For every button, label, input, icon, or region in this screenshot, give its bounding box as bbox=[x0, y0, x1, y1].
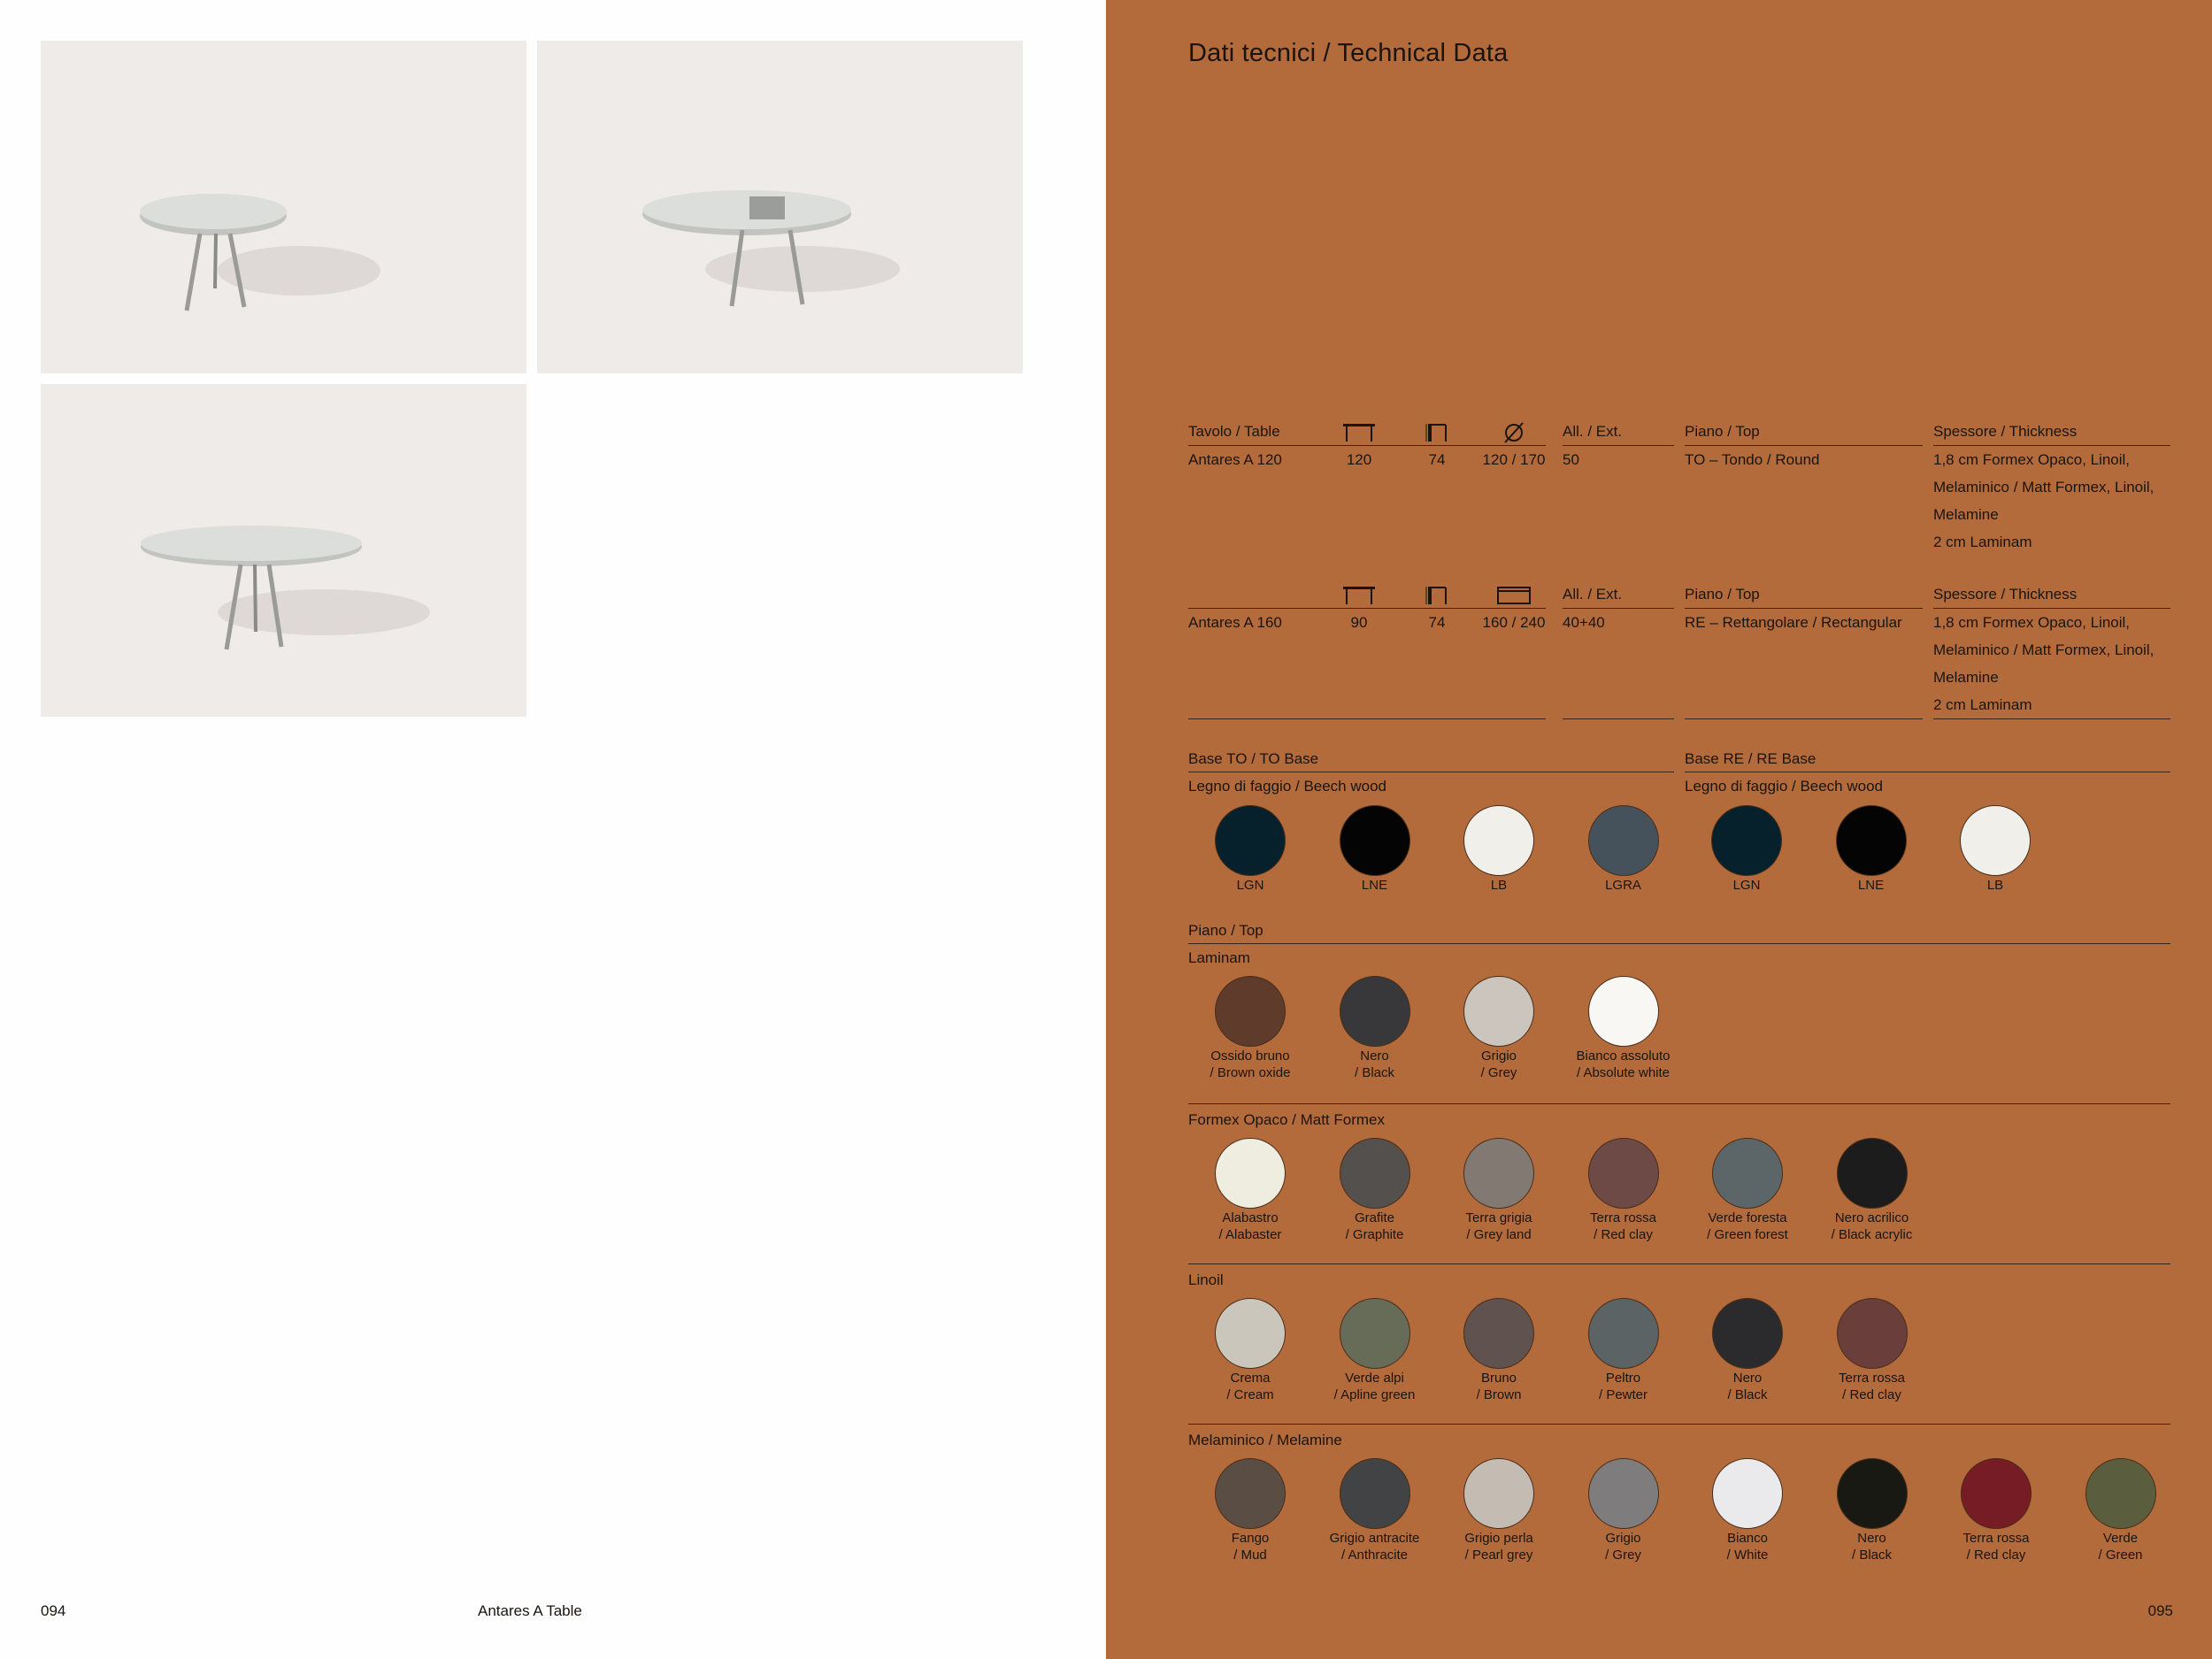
finish-swatch bbox=[1934, 1458, 2058, 1563]
table-length-a160: 160 / 240 bbox=[1482, 614, 1546, 631]
table-height-a120: 74 bbox=[1428, 451, 1446, 468]
finish-swatch bbox=[1188, 1458, 1312, 1563]
swatch-label: / Black bbox=[1354, 1065, 1394, 1080]
color-swatch bbox=[1215, 1138, 1286, 1209]
swatch-label: / Red clay bbox=[1966, 1548, 2026, 1563]
thickness-line: Melamine bbox=[1933, 506, 1999, 523]
swatch-label: Bruno bbox=[1480, 1371, 1517, 1386]
color-swatch bbox=[1215, 1458, 1286, 1529]
thickness-line: 1,8 cm Formex Opaco, Linoil, bbox=[1933, 451, 2131, 468]
page-title: Dati tecnici / Technical Data bbox=[1188, 39, 1509, 67]
swatch-label: Peltro bbox=[1605, 1371, 1641, 1386]
swatch-label: / Green bbox=[2098, 1548, 2143, 1563]
color-swatch bbox=[2085, 1458, 2156, 1529]
base-to-title: Base TO / TO Base bbox=[1188, 750, 1319, 767]
swatch-label: Grafite bbox=[1354, 1210, 1394, 1225]
color-swatch bbox=[1711, 805, 1782, 876]
finish-group-title: Melaminico / Melamine bbox=[1188, 1432, 1342, 1448]
color-swatch bbox=[1463, 1138, 1534, 1209]
swatch-label: Bianco bbox=[1727, 1531, 1768, 1546]
height-icon bbox=[1419, 585, 1455, 606]
swatch-label: Bianco assoluto bbox=[1576, 1048, 1671, 1064]
finish-group-title: Laminam bbox=[1188, 949, 1250, 966]
color-swatch bbox=[1588, 1138, 1659, 1209]
swatch-label: Terra rossa bbox=[1838, 1371, 1906, 1386]
running-title: Antares A Table bbox=[478, 1602, 582, 1619]
base-to-swatch bbox=[1562, 805, 1686, 894]
col-header-ext: All. / Ext. bbox=[1563, 423, 1623, 440]
swatch-label: LGN bbox=[1236, 878, 1264, 893]
swatch-label: / Green forest bbox=[1707, 1227, 1788, 1242]
col-header-thickness: Spessore / Thickness bbox=[1933, 586, 2078, 603]
swatch-label: Nero acrilico bbox=[1834, 1210, 1909, 1225]
table-rule bbox=[1933, 718, 2170, 719]
extended-table-illustration bbox=[537, 41, 1023, 373]
finish-swatch bbox=[1562, 1138, 1686, 1243]
finish-swatch bbox=[2059, 1458, 2183, 1563]
col-header-ext: All. / Ext. bbox=[1563, 586, 1623, 603]
base-to-swatch bbox=[1188, 805, 1312, 894]
base-re-title: Base RE / RE Base bbox=[1685, 750, 1816, 767]
table-top-a160: RE – Rettangolare / Rectangular bbox=[1685, 614, 1902, 631]
swatch-label: / Black bbox=[1727, 1387, 1768, 1402]
swatch-label: Verde alpi bbox=[1345, 1371, 1404, 1386]
color-swatch bbox=[1463, 805, 1534, 876]
thickness-line: 1,8 cm Formex Opaco, Linoil, bbox=[1933, 614, 2131, 631]
swatch-label: Alabastro bbox=[1222, 1210, 1279, 1225]
color-swatch bbox=[1340, 1458, 1410, 1529]
swatch-label: / Anthracite bbox=[1340, 1548, 1409, 1563]
swatch-label: / Brown oxide bbox=[1210, 1065, 1291, 1080]
color-swatch bbox=[1463, 976, 1534, 1047]
table-diameter-a120: 120 / 170 bbox=[1482, 451, 1546, 468]
section-rule bbox=[1188, 1263, 2170, 1264]
swatch-label: / Red clay bbox=[1842, 1387, 1901, 1402]
product-photo-oval-table bbox=[41, 384, 526, 717]
swatch-label: / Pearl grey bbox=[1464, 1548, 1533, 1563]
color-swatch bbox=[1960, 805, 2031, 876]
color-swatch bbox=[1463, 1458, 1534, 1529]
color-swatch bbox=[1712, 1458, 1783, 1529]
finish-swatch bbox=[1810, 1458, 1934, 1563]
finish-swatch bbox=[1188, 1298, 1312, 1403]
swatch-label: / Grey land bbox=[1466, 1227, 1532, 1242]
height-icon bbox=[1419, 422, 1455, 443]
section-rule bbox=[1188, 943, 2170, 944]
finish-swatch bbox=[1437, 976, 1561, 1081]
table-name-a160: Antares A 160 bbox=[1188, 614, 1282, 631]
diameter-icon bbox=[1496, 422, 1532, 443]
swatch-label: Nero bbox=[1360, 1048, 1389, 1064]
section-rule bbox=[1188, 1103, 2170, 1104]
swatch-label: Crema bbox=[1230, 1371, 1271, 1386]
swatch-label: Verde bbox=[2102, 1531, 2139, 1546]
color-swatch bbox=[1215, 805, 1286, 876]
table-width-a160: 90 bbox=[1350, 614, 1368, 631]
width-icon bbox=[1341, 585, 1377, 606]
color-swatch bbox=[1588, 1298, 1659, 1369]
col-header-thickness: Spessore / Thickness bbox=[1933, 423, 2078, 440]
color-swatch bbox=[1836, 805, 1907, 876]
swatch-label: / Red clay bbox=[1594, 1227, 1653, 1242]
finish-swatch bbox=[1562, 1458, 1686, 1563]
base-to-swatch bbox=[1437, 805, 1561, 894]
swatch-label: Grigio antracite bbox=[1329, 1531, 1420, 1546]
swatch-label: Fango bbox=[1231, 1531, 1270, 1546]
col-header-top: Piano / Top bbox=[1685, 423, 1760, 440]
color-swatch bbox=[1340, 976, 1410, 1047]
finish-swatch bbox=[1437, 1298, 1561, 1403]
swatch-label: / Black bbox=[1851, 1548, 1892, 1563]
swatch-label: / Grey bbox=[1480, 1065, 1517, 1080]
base-re-swatch bbox=[1933, 805, 2057, 894]
base-re-swatch bbox=[1685, 805, 1809, 894]
swatch-label: Nero bbox=[1857, 1531, 1886, 1546]
color-swatch bbox=[1215, 1298, 1286, 1369]
finish-swatch bbox=[1562, 976, 1686, 1081]
length-icon bbox=[1496, 585, 1532, 606]
finish-swatch bbox=[1313, 1458, 1437, 1563]
swatch-label: LB bbox=[1986, 878, 2004, 893]
finish-swatch bbox=[1686, 1298, 1809, 1403]
finish-swatch bbox=[1810, 1138, 1934, 1243]
swatch-label: / Graphite bbox=[1345, 1227, 1404, 1242]
swatch-label: Grigio bbox=[1605, 1531, 1641, 1546]
round-table-illustration bbox=[41, 41, 526, 373]
color-swatch bbox=[1588, 976, 1659, 1047]
color-swatch bbox=[1837, 1458, 1908, 1529]
table-rule bbox=[1685, 718, 1923, 719]
table-width-a120: 120 bbox=[1346, 451, 1372, 468]
page-number-left: 094 bbox=[41, 1602, 66, 1619]
table-top-a120: TO – Tondo / Round bbox=[1685, 451, 1820, 468]
swatch-label: Verde foresta bbox=[1708, 1210, 1787, 1225]
table-ext-a160: 40+40 bbox=[1563, 614, 1605, 631]
swatch-label: Ossido bruno bbox=[1210, 1048, 1290, 1064]
swatch-label: / Brown bbox=[1476, 1387, 1522, 1402]
col-header-top: Piano / Top bbox=[1685, 586, 1760, 603]
swatch-label: LB bbox=[1490, 878, 1508, 893]
swatch-label: Grigio bbox=[1480, 1048, 1517, 1064]
right-page bbox=[1106, 0, 2212, 1659]
oval-table-illustration bbox=[41, 384, 526, 717]
swatch-label: / Absolute white bbox=[1576, 1065, 1671, 1080]
swatch-label: Terra rossa bbox=[1962, 1531, 2030, 1546]
section-rule bbox=[1188, 1424, 2170, 1425]
finish-swatch bbox=[1313, 976, 1437, 1081]
thickness-line: Melamine bbox=[1933, 669, 1999, 686]
swatch-label: / White bbox=[1726, 1548, 1769, 1563]
finish-swatch bbox=[1437, 1458, 1561, 1563]
table-name-a120: Antares A 120 bbox=[1188, 451, 1282, 468]
color-swatch bbox=[1340, 1298, 1410, 1369]
product-photo-extended-table bbox=[537, 41, 1023, 373]
color-swatch bbox=[1961, 1458, 2032, 1529]
finish-swatch bbox=[1313, 1138, 1437, 1243]
color-swatch bbox=[1215, 976, 1286, 1047]
swatch-label: LNE bbox=[1361, 878, 1388, 893]
finish-swatch bbox=[1437, 1138, 1561, 1243]
width-icon bbox=[1341, 422, 1377, 443]
color-swatch bbox=[1588, 1458, 1659, 1529]
swatch-label: / Mud bbox=[1233, 1548, 1267, 1563]
swatch-label: / Black acrylic bbox=[1831, 1227, 1913, 1242]
color-swatch bbox=[1712, 1298, 1783, 1369]
thickness-line: 2 cm Laminam bbox=[1933, 534, 2032, 550]
base-to-swatch bbox=[1313, 805, 1437, 894]
thickness-line: Melaminico / Matt Formex, Linoil, bbox=[1933, 479, 2154, 495]
swatch-label: Grigio perla bbox=[1464, 1531, 1533, 1546]
base-to-material: Legno di faggio / Beech wood bbox=[1188, 778, 1387, 795]
swatch-label: / Apline green bbox=[1333, 1387, 1416, 1402]
color-swatch bbox=[1837, 1138, 1908, 1209]
finish-swatch bbox=[1562, 1298, 1686, 1403]
swatch-label: Nero bbox=[1732, 1371, 1763, 1386]
color-swatch bbox=[1588, 805, 1659, 876]
table-rule bbox=[1563, 718, 1674, 719]
thickness-line: Melaminico / Matt Formex, Linoil, bbox=[1933, 641, 2154, 658]
swatch-label: / Alabaster bbox=[1218, 1227, 1282, 1242]
finish-swatch bbox=[1313, 1298, 1437, 1403]
table-ext-a120: 50 bbox=[1563, 451, 1579, 468]
color-swatch bbox=[1340, 805, 1410, 876]
table-height-a160: 74 bbox=[1428, 614, 1446, 631]
color-swatch bbox=[1463, 1298, 1534, 1369]
finish-swatch bbox=[1686, 1458, 1809, 1563]
base-re-material: Legno di faggio / Beech wood bbox=[1685, 778, 1884, 795]
finish-swatch bbox=[1686, 1138, 1809, 1243]
thickness-line: 2 cm Laminam bbox=[1933, 696, 2032, 713]
color-swatch bbox=[1837, 1298, 1908, 1369]
swatch-label: Terra grigia bbox=[1465, 1210, 1532, 1225]
table-rule bbox=[1188, 718, 1546, 719]
page-number-right: 095 bbox=[2147, 1602, 2173, 1619]
base-re-swatch bbox=[1809, 805, 1933, 894]
color-swatch bbox=[1712, 1138, 1783, 1209]
swatch-label: / Cream bbox=[1226, 1387, 1274, 1402]
top-section-title: Piano / Top bbox=[1188, 922, 1263, 939]
swatch-label: LGN bbox=[1732, 878, 1761, 893]
finish-swatch bbox=[1188, 976, 1312, 1081]
product-photo-round-table bbox=[41, 41, 526, 373]
swatch-label: LNE bbox=[1857, 878, 1885, 893]
finish-group-title: Linoil bbox=[1188, 1271, 1224, 1288]
swatch-label: / Grey bbox=[1605, 1548, 1641, 1563]
finish-swatch bbox=[1188, 1138, 1312, 1243]
swatch-label: Terra rossa bbox=[1589, 1210, 1657, 1225]
swatch-label: LGRA bbox=[1605, 878, 1641, 893]
swatch-label: / Pewter bbox=[1598, 1387, 1648, 1402]
color-swatch bbox=[1340, 1138, 1410, 1209]
finish-swatch bbox=[1810, 1298, 1934, 1403]
col-header-table: Tavolo / Table bbox=[1188, 423, 1280, 440]
finish-group-title: Formex Opaco / Matt Formex bbox=[1188, 1111, 1385, 1128]
